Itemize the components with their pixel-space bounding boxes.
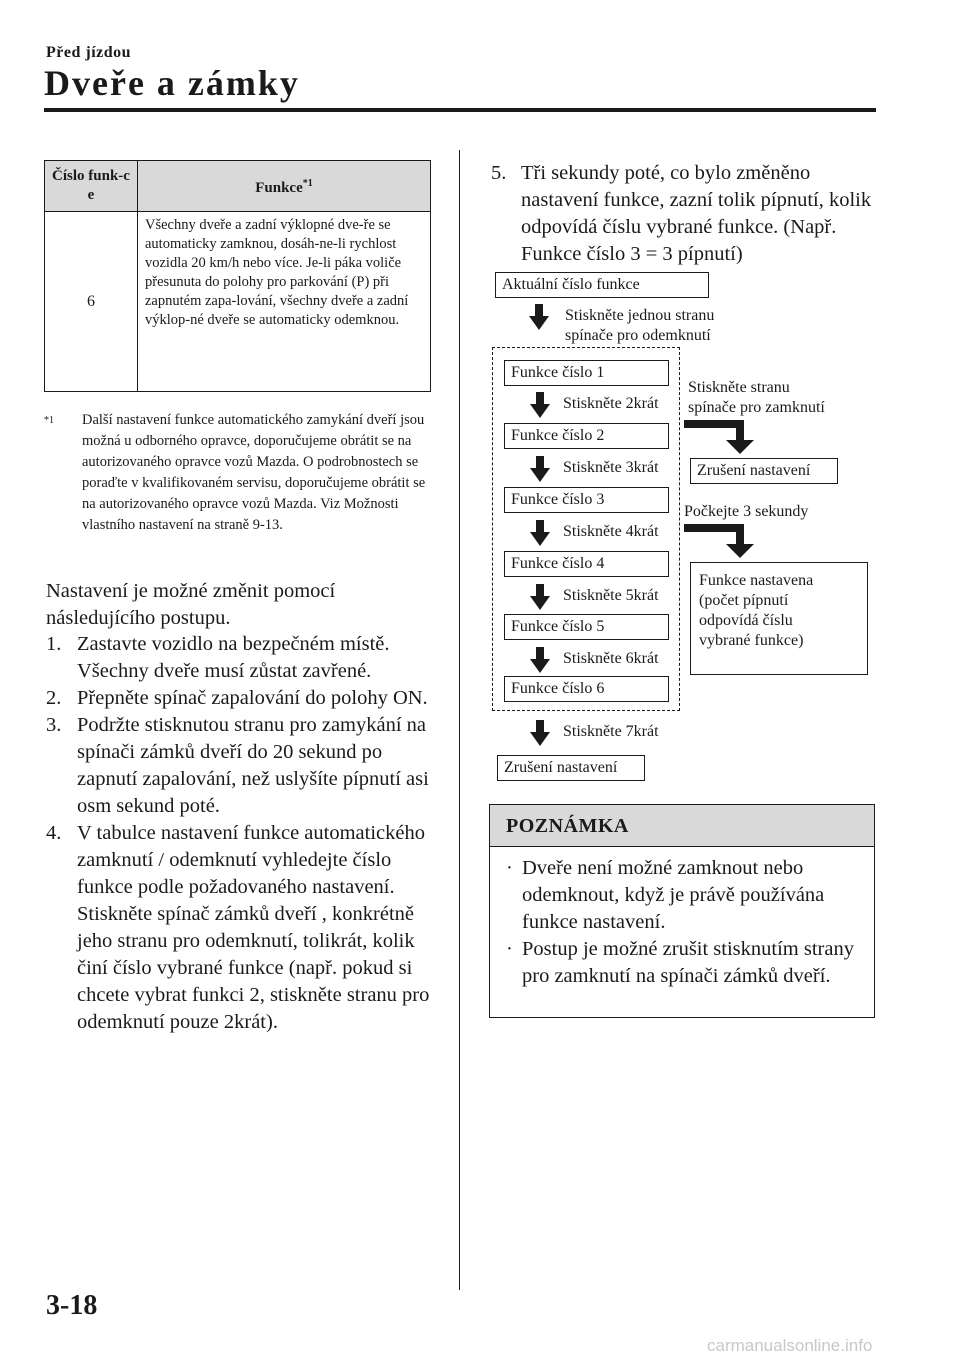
function-set-line: odpovídá číslu [699,612,793,629]
table-header-number-label: Číslo funk-ce [52,168,130,203]
step-text: Podržte stisknutou stranu pro zamykání na spínači zámků dveří do 20 sekund po zapnutí zapalování, než uslyšíte pípnutí asi osm sekund poté. [77,714,429,817]
section-label: Před jízdou [46,44,132,61]
step-text: Zastavte vozidlo na bezpečném místě. Všechny dveře musí zůstat zavřené. [77,633,390,682]
bullet-icon: · [506,938,513,960]
footnote-mark [44,410,80,436]
step-number: 2. [46,687,62,709]
procedure-steps [46,631,446,1036]
function-set-line: (počet pípnutí [699,592,789,609]
press-lock-label-2: spínače pro zamknutí [688,399,825,416]
step-1 [46,631,446,685]
step-text: Přepněte spínač zapalování do polohy ON. [77,687,428,709]
press-unlock-label-1: Stiskněte jednou stranu [565,307,715,324]
function-box-6: Funkce číslo 6 [504,676,669,702]
down-arrow-icon [530,520,550,546]
press-lock-label-1: Stiskněte stranu [688,379,790,396]
table-header-function [138,161,431,212]
step-text: Tři sekundy poté, co bylo změněno nastavení funkce, zazní tolik pípnutí, kolik odpovídá číslu vybrané funkce. (Např. Funkce číslo 3 = 3 pípnutí) [521,162,872,265]
function-set-box [690,562,868,675]
step-number: 4. [46,822,62,844]
down-arrow-icon [530,647,550,673]
watermark: carmanualsonline.info [707,1336,873,1355]
function-table [44,160,431,392]
function-box-2: Funkce číslo 2 [504,423,669,449]
press-count-label: Stiskněte 2krát [563,395,659,412]
footnote-text: Další nastavení funkce automatického zamykání dveří jsou možná u odborného opravce, doporučujeme obrátit se na autorizovaného opravce vozů Mazda. O podrobnostech se poraďte v kvalifikovaném servisu, doporučujeme obrátit se na autorizovaného opravce vozů Mazda. Viz Možnosti vlastního nastavení na straně 9-13. [82,412,426,533]
procedure-intro: Nastavení je možné změnit pomocí následujícího postupu. [46,580,336,629]
step-3 [46,712,446,820]
table-cell-description: Všechny dveře a zadní výklopné dve-ře se automaticky zamknou, dosáh-ne-li rychlost vozidla 20 km/h nebo více. Je-li páka voliče přesunuta do polohy pro parkování (P) při zapnutém zapa-lování, všechny dveře a zadní výklop-né dveře se automaticky odemknou. [138,212,431,392]
note-item [504,936,864,990]
note-item-text: Dveře není možné zamknout nebo odemknout, když je právě používána funkce nastavení. [522,857,825,933]
bent-arrow-icon [684,524,764,558]
note-heading: POZNÁMKA [490,805,874,847]
wait-label: Počkejte 3 sekundy [684,503,809,520]
footnote [44,410,436,536]
page-number: 3-18 [46,1290,98,1321]
down-arrow-icon [530,584,550,610]
press-count-label: Stiskněte 7krát [563,723,659,740]
step-number: 3. [46,714,62,736]
press-count-label: Stiskněte 3krát [563,459,659,476]
table-cell-number: 6 [45,212,138,392]
function-box-5: Funkce číslo 5 [504,614,669,640]
cancel-setting-box-bottom: Zrušení nastavení [497,755,645,781]
note-item-text: Postup je možné zrušit stisknutím strany pro zamknutí na spínači zámků dveří. [522,938,854,987]
note-item [504,855,864,936]
step-text: V tabulce nastavení funkce automatického zamknutí / odemknutí vyhledejte číslo funkce podle požadovaného nastavení. Stiskněte spínač zámků dveří , konkrétně jeho stranu pro odemknutí, tolikrát, kolik činí číslo vybrané funkce (např. pokud si chcete vybrat funkci 2, stiskněte stranu pro odemknutí pouze 2krát). [77,822,430,1033]
table-header-function-label: Funkce [255,180,303,196]
down-arrow-icon [529,304,549,330]
current-function-box: Aktuální číslo funkce [495,272,709,298]
table-header-number [45,161,138,212]
step-number: 5. [491,162,507,184]
table-header-footnote-ref: *1 [302,178,313,189]
function-box-3: Funkce číslo 3 [504,487,669,513]
step-number: 1. [46,633,62,655]
function-box-4: Funkce číslo 4 [504,551,669,577]
press-unlock-label-2: spínače pro odemknutí [565,327,711,344]
column-divider [459,150,460,1290]
press-count-label: Stiskněte 4krát [563,523,659,540]
function-set-line: vybrané funkce) [699,632,804,649]
bullet-icon: · [506,857,513,879]
note-box [489,804,875,1018]
footnote-mark-text: *1 [44,415,54,426]
press-count-label: Stiskněte 6krát [563,650,659,667]
function-box-1: Funkce číslo 1 [504,360,669,386]
down-arrow-icon [530,392,550,418]
page-title: Dveře a zámky [44,63,300,103]
function-cycle-group [492,347,680,711]
step-4 [46,820,446,1036]
title-rule [44,108,876,112]
down-arrow-icon [530,456,550,482]
table-row [45,212,431,392]
step-5 [491,160,891,268]
table-header-row [45,161,431,212]
function-set-line: Funkce nastavena [699,572,814,589]
step-2 [46,685,446,712]
cancel-setting-box-right: Zrušení nastavení [690,458,838,484]
down-arrow-icon [530,720,550,746]
note-list [490,847,874,990]
press-count-label: Stiskněte 5krát [563,587,659,604]
bent-arrow-icon [684,420,764,454]
